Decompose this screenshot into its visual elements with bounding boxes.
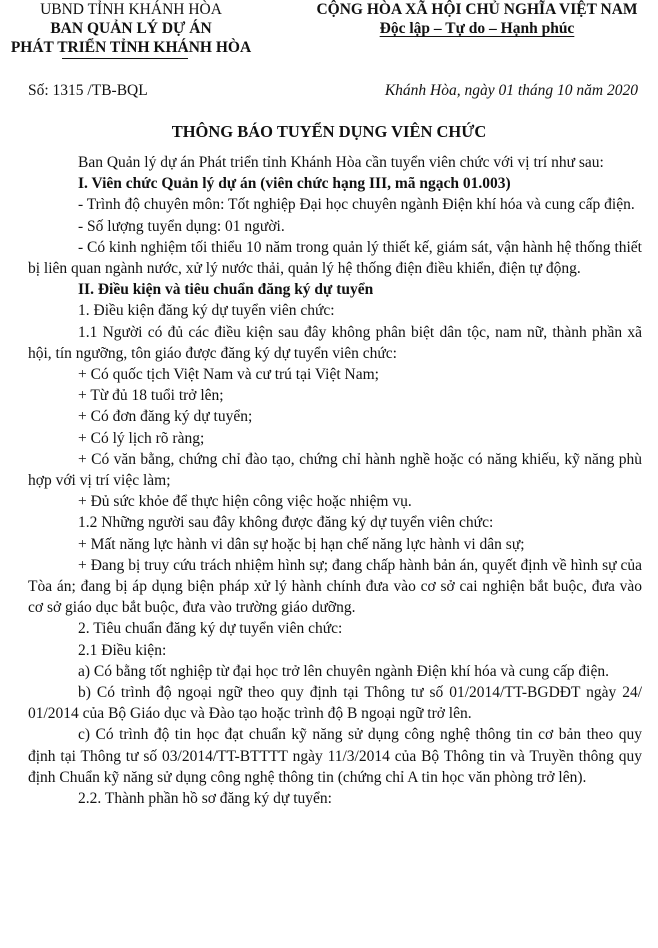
paragraph: + Có văn bằng, chứng chỉ đào tạo, chứng chỉ hành nghề hoặc có năng khiếu, kỹ năng phù hợp với vị trí việc làm; bbox=[28, 450, 642, 490]
section-heading: II. Điều kiện và tiêu chuẩn đăng ký dự tuyển bbox=[78, 281, 374, 299]
national-header bbox=[296, 0, 658, 38]
agency-line-3: PHÁT TRIỂN TỈNH KHÁNH HÒA bbox=[10, 39, 252, 56]
section-heading: I. Viên chức Quản lý dự án (viên chức hạng III, mã ngạch 01.003) bbox=[78, 175, 511, 193]
agency-line-2: BAN QUẢN LÝ DỰ ÁN bbox=[50, 20, 212, 37]
paragraph: 2. Tiêu chuẩn đăng ký dự tuyển viên chức: bbox=[78, 620, 343, 638]
paragraph: + Đang bị truy cứu trách nhiệm hình sự; đang chấp hành bản án, quyết định về hình sự của Tòa án; đang bị áp dụng biện pháp xử lý hành chính đưa vào cơ sở cai nghiện bắt buộc, đưa vào cơ sở giáo dục bắt buộc, đưa vào trường giáo dưỡng. bbox=[28, 556, 642, 617]
place-date: Khánh Hòa, ngày 01 tháng 10 năm 2020 bbox=[384, 82, 638, 99]
paragraph: + Từ đủ 18 tuổi trở lên; bbox=[78, 387, 224, 405]
paragraph: + Có đơn đăng ký dự tuyển; bbox=[78, 408, 253, 426]
paragraph: b) Có trình độ ngoại ngữ theo quy định tại Thông tư số 01/2014/TT-BGDĐT ngày 24/ 01/2014 của Bộ Giáo dục và Đào tạo hoặc trình độ B ngoại ngữ trở lên. bbox=[28, 684, 642, 723]
paragraph: a) Có bằng tốt nghiệp từ đại học trở lên chuyên ngành Điện khí hóa và cung cấp điện. bbox=[78, 662, 609, 680]
paragraph: 1.2 Những người sau đây không được đăng ký dự tuyển viên chức: bbox=[78, 514, 494, 532]
paragraph: + Đủ sức khỏe để thực hiện công việc hoặc nhiệm vụ. bbox=[78, 493, 412, 511]
nation-line-1: CỘNG HÒA XÃ HỘI CHỦ NGHĨA VIỆT NAM bbox=[316, 1, 638, 18]
document-title: THÔNG BÁO TUYỂN DỤNG VIÊN CHỨC bbox=[171, 122, 487, 141]
paragraph: - Số lượng tuyển dụng: 01 người. bbox=[78, 217, 285, 235]
paragraph: c) Có trình độ tin học đạt chuẩn kỹ năng sử dụng công nghệ thông tin cơ bản theo quy định tại Thông tư số 03/2014/TT-BTTTT ngày 11/3/2014 của Bộ Thông tin và Truyền thông quy định Chuẩn kỹ năng sử dụng công nghệ thông tin (chứng chỉ A tin học văn phòng trở lên). bbox=[28, 726, 642, 786]
agency-header bbox=[6, 0, 256, 57]
document-number: Số: 1315 /TB-BQL bbox=[28, 82, 148, 99]
agency-divider bbox=[62, 58, 188, 59]
document-body bbox=[28, 152, 642, 809]
paragraph: - Có kinh nghiệm tối thiểu 10 năm trong quản lý thiết kế, giám sát, vận hành hệ thống thiết bị liên quan ngành nước, xử lý nước thải, quản lý hệ thống điện điều khiển, điện tự động. bbox=[28, 238, 642, 278]
paragraph: 1. Điều kiện đăng ký dự tuyển viên chức: bbox=[78, 302, 335, 320]
paragraph: 2.2. Thành phần hồ sơ đăng ký dự tuyển: bbox=[78, 790, 332, 808]
paragraph: 2.1 Điều kiện: bbox=[78, 641, 167, 659]
paragraph: + Mất năng lực hành vi dân sự hoặc bị hạn chế năng lực hành vi dân sự; bbox=[78, 535, 525, 553]
paragraph: 1.1 Người có đủ các điều kiện sau đây không phân biệt dân tộc, nam nữ, thành phần xã hội, tín ngưỡng, tôn giáo được đăng ký dự tuyển viên chức: bbox=[28, 323, 642, 362]
paragraph: + Có quốc tịch Việt Nam và cư trú tại Việt Nam; bbox=[78, 366, 379, 384]
paragraph: - Trình độ chuyên môn: Tốt nghiệp Đại học chuyên ngành Điện khí hóa và cung cấp điện. bbox=[78, 196, 635, 214]
paragraph: + Có lý lịch rõ ràng; bbox=[78, 429, 205, 447]
agency-line-1: UBND TỈNH KHÁNH HÒA bbox=[40, 1, 222, 18]
paragraph: Ban Quản lý dự án Phát triển tỉnh Khánh Hòa cần tuyển viên chức với vị trí như sau: bbox=[78, 154, 604, 171]
nation-motto: Độc lập – Tự do – Hạnh phúc bbox=[379, 20, 575, 37]
